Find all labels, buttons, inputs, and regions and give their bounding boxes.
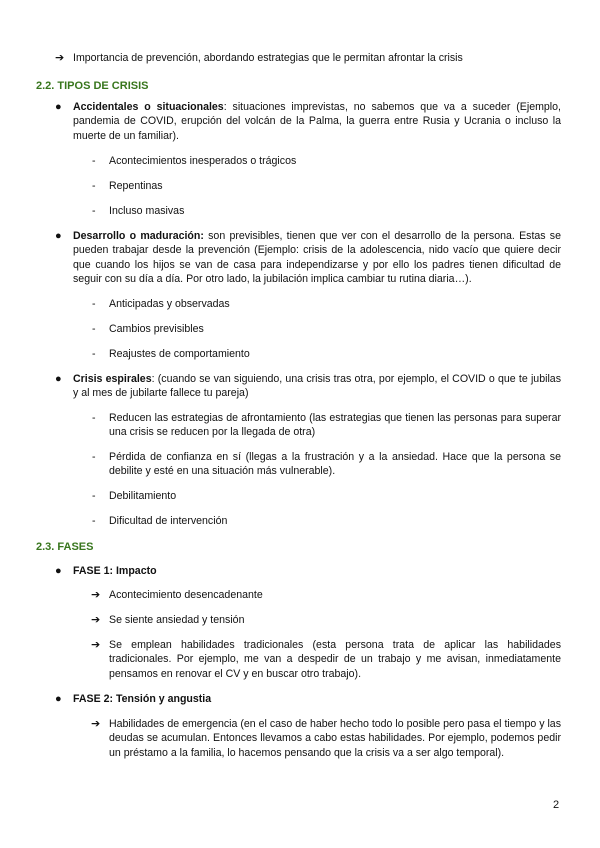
espirales-paragraph	[73, 372, 561, 401]
dash-marker: -	[92, 180, 96, 192]
fase1-title-text: FASE 1: Impacto	[73, 565, 157, 577]
fase1-title	[73, 564, 157, 578]
dash-marker: -	[92, 205, 96, 217]
accidentales-term: Accidentales o situacionales	[73, 101, 224, 113]
espirales-term: Crisis espirales	[73, 373, 152, 385]
dash-marker: -	[92, 348, 96, 360]
list-item: Pérdida de confianza en sí (llegas a la frustración y a la ansiedad. Hace que la persona se debilite y esté en una situación más vulnerable).	[109, 451, 561, 478]
list-item: Acontecimiento desencadenante	[109, 589, 263, 601]
list-item: Cambios previsibles	[109, 323, 204, 335]
bullet-icon: ●	[55, 693, 62, 705]
dash-marker: -	[92, 515, 96, 527]
section-heading-2-3: 2.3. FASES	[36, 541, 94, 553]
dash-marker: -	[92, 323, 96, 335]
page-number: 2	[553, 799, 560, 811]
dash-marker: -	[92, 490, 96, 502]
arrow-icon: ➔	[91, 613, 101, 626]
desarrollo-paragraph	[73, 229, 561, 287]
arrow-icon: ➔	[91, 717, 101, 730]
fase2-title-text: FASE 2: Tensión y angustia	[73, 693, 212, 705]
list-item: Debilitamiento	[109, 490, 177, 502]
list-item: Se emplean habilidades tradicionales (esta persona trata de aplicar las habilidades tradicionales. Por ejemplo, me van a despedir de un trabajo y me avisan, inmediatamente pensamos en renovar el CV y en buscar otro trabajo).	[109, 639, 561, 680]
desarrollo-text: son previsibles, tienen que ver con el desarrollo de la persona. Estas se pueden trabajar desde la prevención (Ejemplo: crisis de la adolescencia, nido vacío que quiere decir que cuando los hijos se van de casa para independizarse y por ello los padres tienen dificultad de seguir con su día a día. Por otro lado, la jubilación implica cambiar tu rutina diaria…).	[73, 230, 561, 286]
list-item: Acontecimientos inesperados o trágicos	[109, 155, 297, 167]
list-item: Reducen las estrategias de afrontamiento (las estrategias que tienen las personas para superar una crisis se reducen por la llegada de otra)	[109, 412, 561, 439]
bullet-icon: ●	[55, 373, 62, 385]
accidentales-paragraph	[73, 100, 561, 143]
desarrollo-term: Desarrollo o maduración:	[73, 230, 204, 242]
bullet-icon: ●	[55, 565, 62, 577]
list-item: Repentinas	[109, 180, 163, 192]
accidentales-text: : situaciones imprevistas, no sabemos que va a suceder (Ejemplo, pandemia de COVID, erupción del volcán de la Palma, la guerra entre Rusia y Ucrania o incluso la muerte de un familiar).	[73, 101, 561, 142]
dash-marker: -	[92, 451, 96, 463]
dash-marker: -	[92, 298, 96, 310]
list-item: Incluso masivas	[109, 205, 185, 217]
list-item: Anticipadas y observadas	[109, 298, 230, 310]
list-item: Reajustes de comportamiento	[109, 348, 250, 360]
list-item: Se siente ansiedad y tensión	[109, 614, 245, 626]
fase2-title	[73, 692, 211, 706]
dash-marker: -	[92, 155, 96, 167]
espirales-text: : (cuando se van siguiendo, una crisis tras otra, por ejemplo, el COVID o que te jubilas y al mes de jubilarte fallece tu pareja)	[73, 373, 561, 400]
bullet-icon: ●	[55, 101, 62, 113]
list-item: Dificultad de intervención	[109, 515, 228, 527]
bullet-icon: ●	[55, 230, 62, 242]
arrow-icon: ➔	[55, 51, 65, 64]
top-item-text: Importancia de prevención, abordando estrategias que le permitan afrontar la crisis	[73, 52, 463, 64]
list-item: Habilidades de emergencia (en el caso de haber hecho todo lo posible pero pasa el tiempo y las deudas se acumulan. Entonces llevamos a cabo estas habilidades. Por ejemplo, podemos pedir un préstamo a la familia, lo hacemos pensando que la crisis va a ser algo temporal).	[109, 718, 561, 759]
arrow-icon: ➔	[91, 638, 101, 651]
section-heading-2-2: 2.2. TIPOS DE CRISIS	[36, 80, 149, 92]
dash-marker: -	[92, 412, 96, 424]
arrow-icon: ➔	[91, 588, 101, 601]
